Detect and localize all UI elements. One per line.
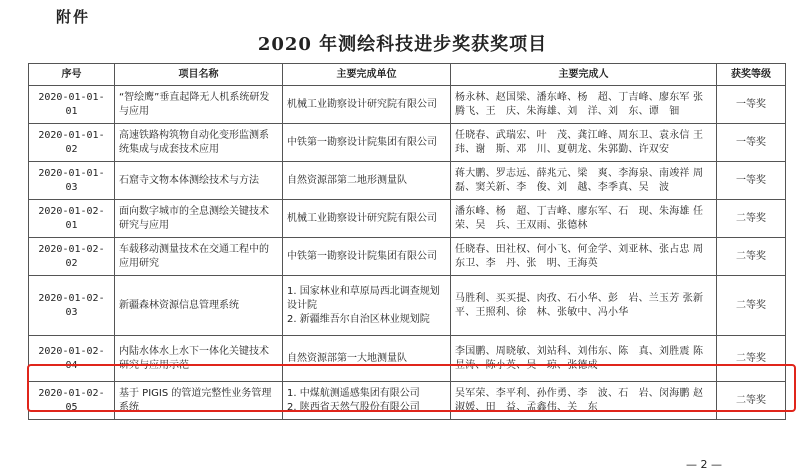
row-seq: 2020-01-02-01 bbox=[29, 200, 115, 238]
row-people: 任晓春、田社权、何小飞、何金学、刘亚林、张占忠 周东卫、李 丹、张 明、王海英 bbox=[451, 238, 717, 276]
row-project: 新疆森林资源信息管理系统 bbox=[115, 276, 283, 336]
row-level: 二等奖 bbox=[717, 276, 786, 336]
unit-item: 中铁第一勘察设计院集团有限公司 bbox=[287, 250, 437, 262]
row-people: 杨永林、赵国梁、潘东峰、杨 超、丁吉峰、廖东军 张腾飞、王 庆、朱海雄、刘 洋、刘 东、谭 钿 bbox=[451, 86, 717, 124]
row-seq: 2020-01-01-01 bbox=[29, 86, 115, 124]
header-people: 主要完成人 bbox=[451, 64, 717, 86]
unit-item: 2. 陕西省天然气股份有限公司 bbox=[287, 401, 420, 413]
header-seq: 序号 bbox=[29, 64, 115, 86]
table-row bbox=[29, 382, 786, 420]
table-header-row bbox=[29, 64, 786, 86]
row-project: 石窟寺文物本体测绘技术与方法 bbox=[115, 162, 283, 200]
row-unit bbox=[283, 336, 451, 382]
unit-item: 1. 中煤航测遥感集团有限公司 bbox=[287, 387, 420, 399]
unit-item: 自然资源部第二地形测量队 bbox=[287, 174, 407, 186]
row-unit bbox=[283, 238, 451, 276]
row-seq: 2020-01-01-03 bbox=[29, 162, 115, 200]
row-unit bbox=[283, 200, 451, 238]
unit-item: 2. 新疆维吾尔自治区林业规划院 bbox=[287, 313, 430, 325]
row-level: 二等奖 bbox=[717, 382, 786, 420]
table-row bbox=[29, 336, 786, 382]
row-people: 潘东峰、杨 超、丁吉峰、廖东军、石 现、朱海雄 任 荣、吴 兵、王双雨、张德林 bbox=[451, 200, 717, 238]
row-people: 吴军荣、李平利、孙作勇、李 波、石 岩、闵海鹏 赵淑媛、田 益、孟鑫伟、关 东 bbox=[451, 382, 717, 420]
row-level: 二等奖 bbox=[717, 238, 786, 276]
row-project: 内陆水体水上水下一体化关键技术研究与应用示范 bbox=[115, 336, 283, 382]
table-row bbox=[29, 276, 786, 336]
unit-item: 机械工业勘察设计研究院有限公司 bbox=[287, 212, 437, 224]
header-level: 获奖等级 bbox=[717, 64, 786, 86]
row-people: 蒋大鹏、罗志远、薛兆元、梁 爽、李海泉、南竣祥 周 磊、窦关新、李 俊、刘 越、李季真、吴 波 bbox=[451, 162, 717, 200]
row-level: 二等奖 bbox=[717, 200, 786, 238]
row-seq: 2020-01-01-02 bbox=[29, 124, 115, 162]
table-row bbox=[29, 86, 786, 124]
row-people: 李国鹏、周晓敏、刘站科、刘伟东、陈 真、刘胜震 陈昱涛、陈小英、吴 琼、张德成 bbox=[451, 336, 717, 382]
row-level: 二等奖 bbox=[717, 336, 786, 382]
row-project: 车载移动测量技术在交通工程中的应用研究 bbox=[115, 238, 283, 276]
awards-table bbox=[28, 63, 786, 420]
row-seq: 2020-01-02-03 bbox=[29, 276, 115, 336]
row-unit bbox=[283, 86, 451, 124]
table-row bbox=[29, 238, 786, 276]
unit-item: 自然资源部第一大地测量队 bbox=[287, 352, 407, 364]
row-project: 高速铁路构筑物自动化变形监测系统集成与成套技术应用 bbox=[115, 124, 283, 162]
unit-item: 机械工业勘察设计研究院有限公司 bbox=[287, 98, 437, 110]
table-row bbox=[29, 162, 786, 200]
attachment-label: 附件 bbox=[56, 8, 91, 26]
row-level: 一等奖 bbox=[717, 86, 786, 124]
row-people: 任晓春、武瑞宏、叶 茂、龚江峰、周东卫、袁永信 王 玮、谢 斯、邓 川、夏朝龙、朱郭勤、许双安 bbox=[451, 124, 717, 162]
row-project: 面向数字城市的全息测绘关键技术研究与应用 bbox=[115, 200, 283, 238]
row-unit bbox=[283, 276, 451, 336]
row-level: 一等奖 bbox=[717, 162, 786, 200]
table-row bbox=[29, 200, 786, 238]
row-people: 马胜利、买买提、肉孜、石小华、彭 岩、兰玉芳 张新平、王照利、徐 林、张敏中、冯小华 bbox=[451, 276, 717, 336]
table-row bbox=[29, 124, 786, 162]
header-project: 项目名称 bbox=[115, 64, 283, 86]
row-seq: 2020-01-02-05 bbox=[29, 382, 115, 420]
unit-item: 中铁第一勘察设计院集团有限公司 bbox=[287, 136, 437, 148]
row-seq: 2020-01-02-04 bbox=[29, 336, 115, 382]
row-unit bbox=[283, 162, 451, 200]
row-seq: 2020-01-02-02 bbox=[29, 238, 115, 276]
header-unit: 主要完成单位 bbox=[283, 64, 451, 86]
row-unit bbox=[283, 124, 451, 162]
row-project: “智绘鹰”垂直起降无人机系统研发与应用 bbox=[115, 86, 283, 124]
page-title: 2020 年测绘科技进步奖获奖项目 bbox=[257, 34, 548, 55]
row-project: 基于 PIGIS 的管道完整性业务管理系统 bbox=[115, 382, 283, 420]
page-number: — 2 — bbox=[686, 458, 722, 471]
unit-item: 1. 国家林业和草原局西北调查规划设计院 bbox=[287, 285, 440, 311]
row-level: 一等奖 bbox=[717, 124, 786, 162]
row-unit bbox=[283, 382, 451, 420]
